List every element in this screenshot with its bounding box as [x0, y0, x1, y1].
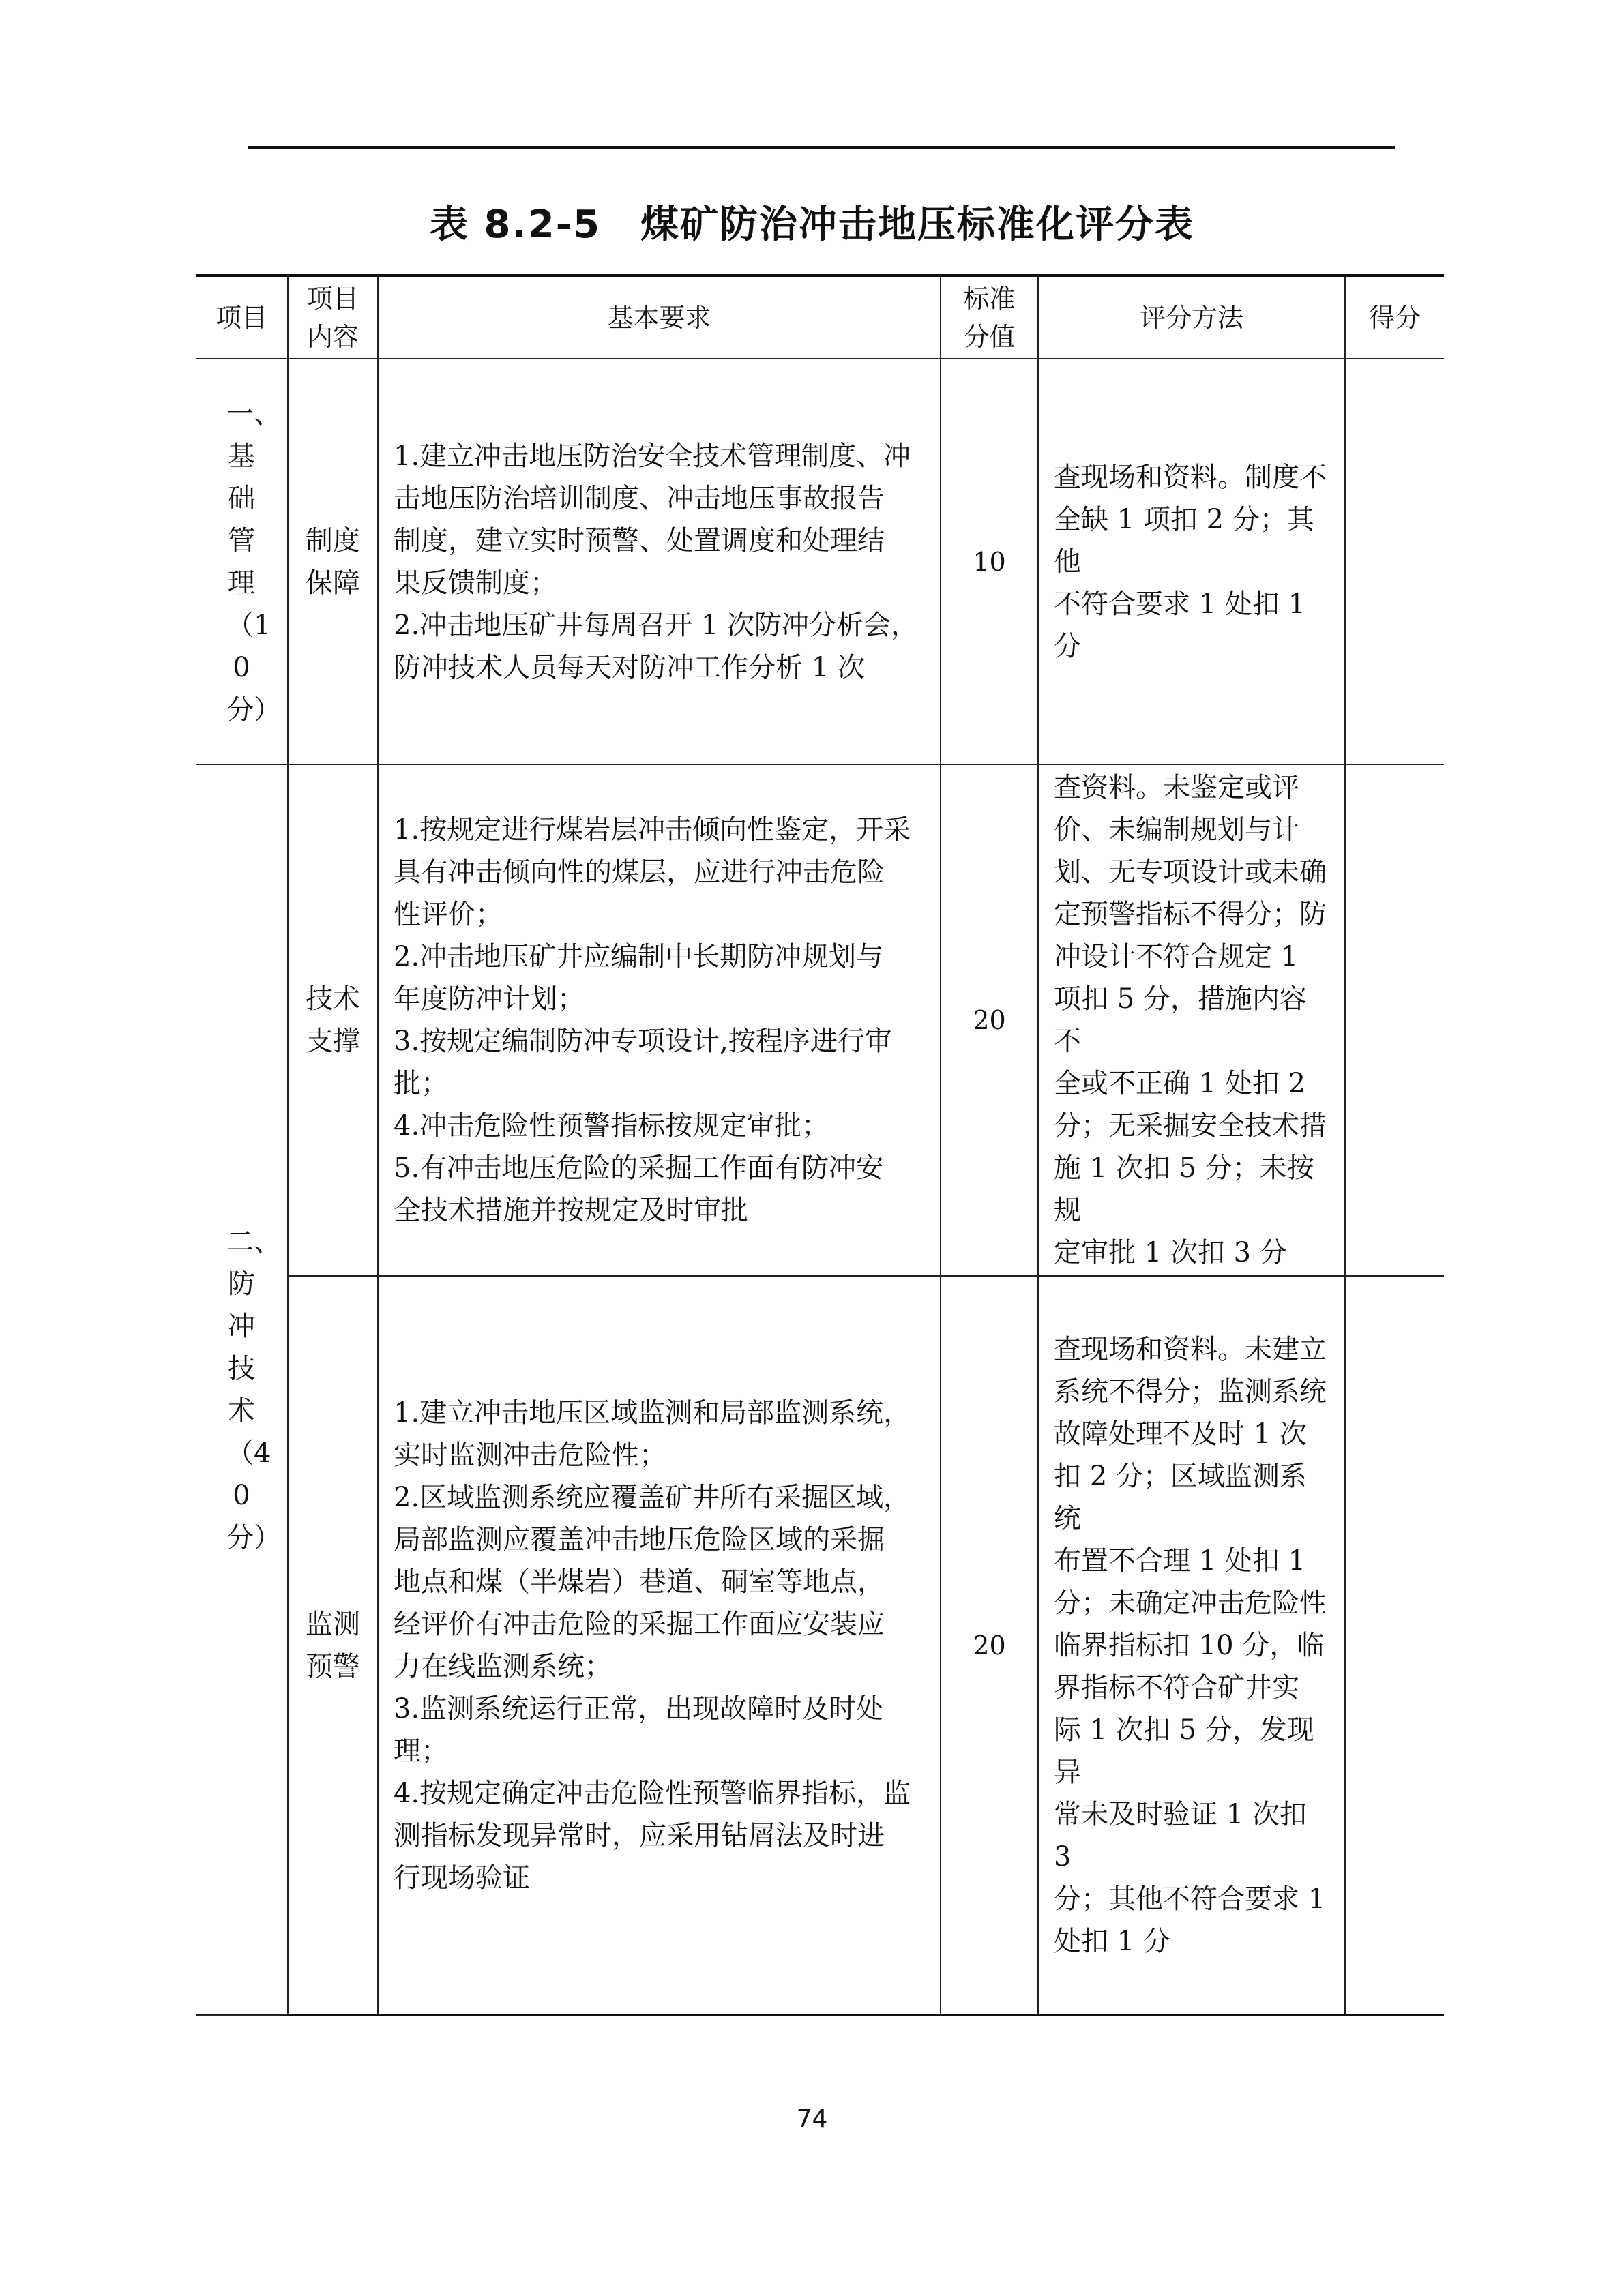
table-header-row [196, 275, 1444, 359]
row-content: 制度保障 [288, 359, 378, 764]
row-value: 10 [941, 359, 1038, 764]
table-row [196, 1276, 1444, 2015]
header-requirement: 基本要求 [378, 275, 941, 359]
page-number: 74 [796, 2105, 828, 2133]
row-method: 查现场和资料。制度不 全缺 1 项扣 2 分；其他 不符合要求 1 处扣 1 分 [1038, 359, 1345, 764]
row-score [1345, 764, 1444, 1276]
row-content: 技术支撑 [288, 764, 378, 1276]
row-value: 20 [941, 764, 1038, 1276]
row-requirement: 1.建立冲击地压防治安全技术管理制度、冲 击地压防治培训制度、冲击地压事故报告 制度，建立实时预警、处置调度和处理结 果反馈制度； 2.冲击地压矿井每周召开 1 次防冲分析会， 防冲技术人员每天对防冲工作分析 1 次 [378, 359, 941, 764]
row-method: 查资料。未鉴定或评 价、未编制规划与计 划、无专项设计或未确 定预警指标不得分；防 冲设计不符合规定 1 项扣 5 分，措施内容不 全或不正确 1 处扣 2 分；无采掘安全技术措 施 1 次扣 5 分；未按规 定审批 1 次扣 3 分 [1038, 764, 1345, 1276]
header-project: 项目 [196, 275, 288, 359]
section-label-prevention-technology: 二、防冲技术（40分） [196, 764, 288, 2015]
row-value: 20 [941, 1276, 1038, 2015]
header-method: 评分方法 [1038, 275, 1345, 359]
header-value: 标准分值 [941, 275, 1038, 359]
header-score: 得分 [1345, 275, 1444, 359]
row-requirement: 1.按规定进行煤岩层冲击倾向性鉴定，开采 具有冲击倾向性的煤层，应进行冲击危险 性评价； 2.冲击地压矿井应编制中长期防冲规划与 年度防冲计划； 3.按规定编制防冲专项设计,按程序进行审 批； 4.冲击危险性预警指标按规定审批； 5.有冲击地压危险的采掘工作面有防冲安 全技术措施并按规定及时审批 [378, 764, 941, 1276]
page-title: 表 8.2-5 煤矿防治冲击地压标准化评分表 [430, 203, 1194, 247]
section-label-basic-management: 一、基础管理（10分） [196, 359, 288, 764]
scoring-table [196, 274, 1444, 2016]
row-score [1345, 1276, 1444, 2015]
table-row [196, 764, 1444, 1276]
row-score [1345, 359, 1444, 764]
row-requirement: 1.建立冲击地压区域监测和局部监测系统， 实时监测冲击危险性； 2.区域监测系统应覆盖矿井所有采掘区域， 局部监测应覆盖冲击地压危险区域的采掘 地点和煤（半煤岩）巷道、硐室等地点， 经评价有冲击危险的采掘工作面应安装应 力在线监测系统； 3.监测系统运行正常，出现故障时及时处 理； 4.按规定确定冲击危险性预警临界指标，监 测指标发现异常时，应采用钻屑法及时进 行现场验证 [378, 1276, 941, 2015]
row-method: 查现场和资料。未建立 系统不得分；监测系统 故障处理不及时 1 次 扣 2 分；区域监测系统 布置不合理 1 处扣 1 分；未确定冲击危险性 临界指标扣 10 分，临 界指标不符合矿井实 际 1 次扣 5 分，发现异 常未及时验证 1 次扣 3 分；其他不符合要求 1 处扣 1 分 [1038, 1276, 1345, 2015]
row-content: 监测预警 [288, 1276, 378, 2015]
top-rule [248, 146, 1395, 149]
header-content: 项目内容 [288, 275, 378, 359]
table-row [196, 359, 1444, 764]
